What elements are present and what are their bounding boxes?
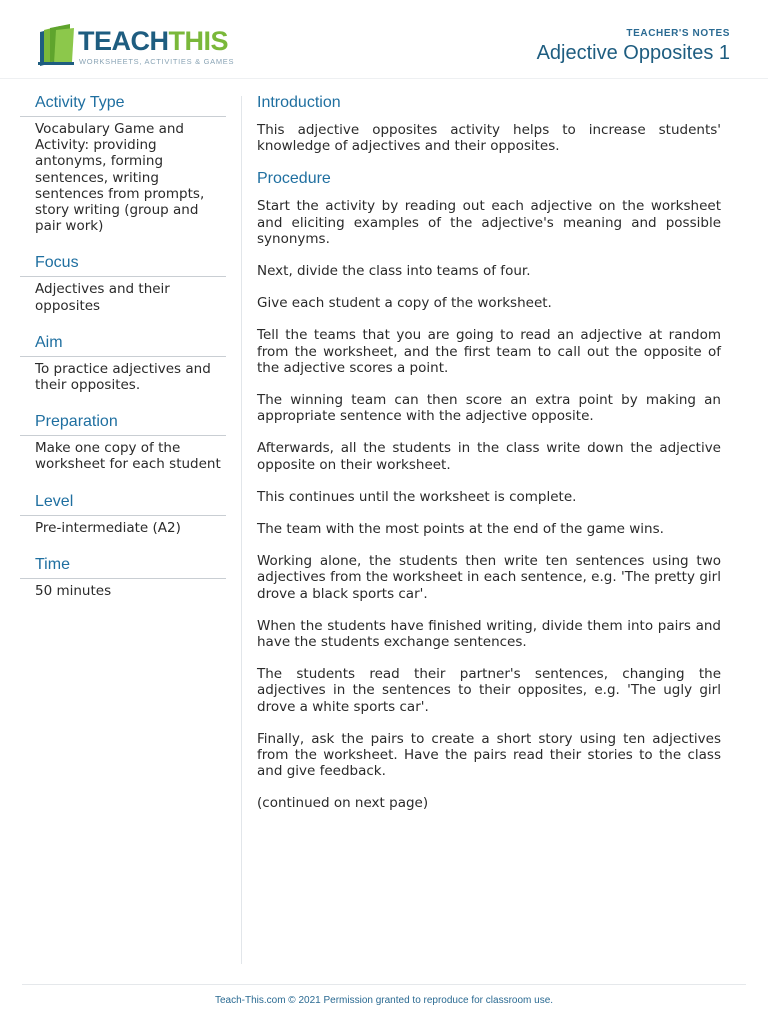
footer-copyright[interactable]: Teach-This.com © 2021 Permission granted to reproduce for classroom use.: [214, 995, 554, 1006]
sidebar-text: Vocabulary Game and Activity: providing antonyms, forming sentences, writing sentences from prompts, story writing (group and pair work): [35, 121, 205, 235]
procedure-step: Give each student a copy of the worksheet.: [257, 295, 552, 312]
procedure-step: Start the activity by reading out each adjective on the worksheet and eliciting examples of the adjective's meaning and possible synonyms.: [257, 198, 721, 247]
logo-wordmark: [78, 26, 228, 57]
logo-word-this: THIS: [168, 26, 229, 56]
sidebar-section-preparation: [20, 413, 226, 472]
page-title: Adjective Opposites 1: [536, 42, 730, 64]
procedure-step: Working alone, the students then write ten sentences using two adjectives from the worksheet in each sentence, e.g. 'The pretty girl drove a black sports car'.: [257, 553, 721, 602]
procedure-step: The team with the most points at the end of the game wins.: [257, 521, 664, 538]
sidebar-section-aim: [20, 334, 226, 393]
procedure-step: The students read their partner's sentences, changing the adjectives in the sentences to their opposites, e.g. 'The ugly girl drove a white sports car'.: [257, 666, 721, 715]
procedure-step: Finally, ask the pairs to create a short story using ten adjectives from the worksheet. Have the pairs read their stories to the class and give feedback.: [257, 730, 721, 780]
sidebar-section-focus: [20, 254, 226, 313]
book-logo-icon: [36, 24, 76, 68]
logo-word-teach: TEACH: [78, 26, 169, 56]
footer-divider: [22, 984, 746, 985]
procedure-step: Next, divide the class into teams of four.: [257, 263, 531, 280]
sidebar-text: To practice adjectives and their opposites.: [35, 360, 211, 394]
sidebar-text: Adjectives and their opposites: [35, 281, 170, 314]
sidebar: [20, 94, 226, 619]
sidebar-heading: Level: [20, 493, 226, 516]
sidebar-section-level: [20, 493, 226, 536]
page-header: [0, 0, 768, 79]
continued-note: (continued on next page): [257, 795, 429, 812]
column-divider: [241, 96, 242, 964]
sidebar-text: 50 minutes: [35, 582, 112, 599]
teachers-notes-label: TEACHER'S NOTES: [626, 28, 730, 39]
introduction-text: This adjective opposites activity helps to increase students' knowledge of adjectives and their opposites.: [257, 122, 721, 155]
procedure-step: When the students have finished writing, divide them into pairs and have the students exchange sentences.: [257, 617, 721, 651]
sidebar-section-time: [20, 556, 226, 599]
sidebar-section-activity-type: [20, 94, 226, 234]
sidebar-heading: Focus: [20, 254, 226, 277]
sidebar-heading: Aim: [20, 334, 226, 357]
main-content: [257, 94, 721, 828]
procedure-step: The winning team can then score an extra point by making an appropriate sentence with the adjective opposite.: [257, 392, 721, 425]
procedure-step: Tell the teams that you are going to read an adjective at random from the worksheet, and the first team to call out the opposite of the adjective scores a point.: [257, 327, 721, 376]
logo-tagline: WORKSHEETS, ACTIVITIES & GAMES: [79, 57, 235, 66]
procedure-heading: Procedure: [257, 170, 331, 188]
sidebar-heading: Preparation: [20, 413, 226, 436]
sidebar-text: Pre-intermediate (A2): [35, 519, 181, 536]
introduction-heading: Introduction: [257, 94, 341, 111]
procedure-step: Afterwards, all the students in the class write down the adjective opposite on their worksheet.: [257, 440, 721, 473]
sidebar-text: Make one copy of the worksheet for each student: [35, 440, 221, 473]
procedure-step: This continues until the worksheet is complete.: [257, 488, 577, 505]
sidebar-heading: Time: [20, 556, 226, 579]
sidebar-heading: Activity Type: [20, 94, 226, 117]
